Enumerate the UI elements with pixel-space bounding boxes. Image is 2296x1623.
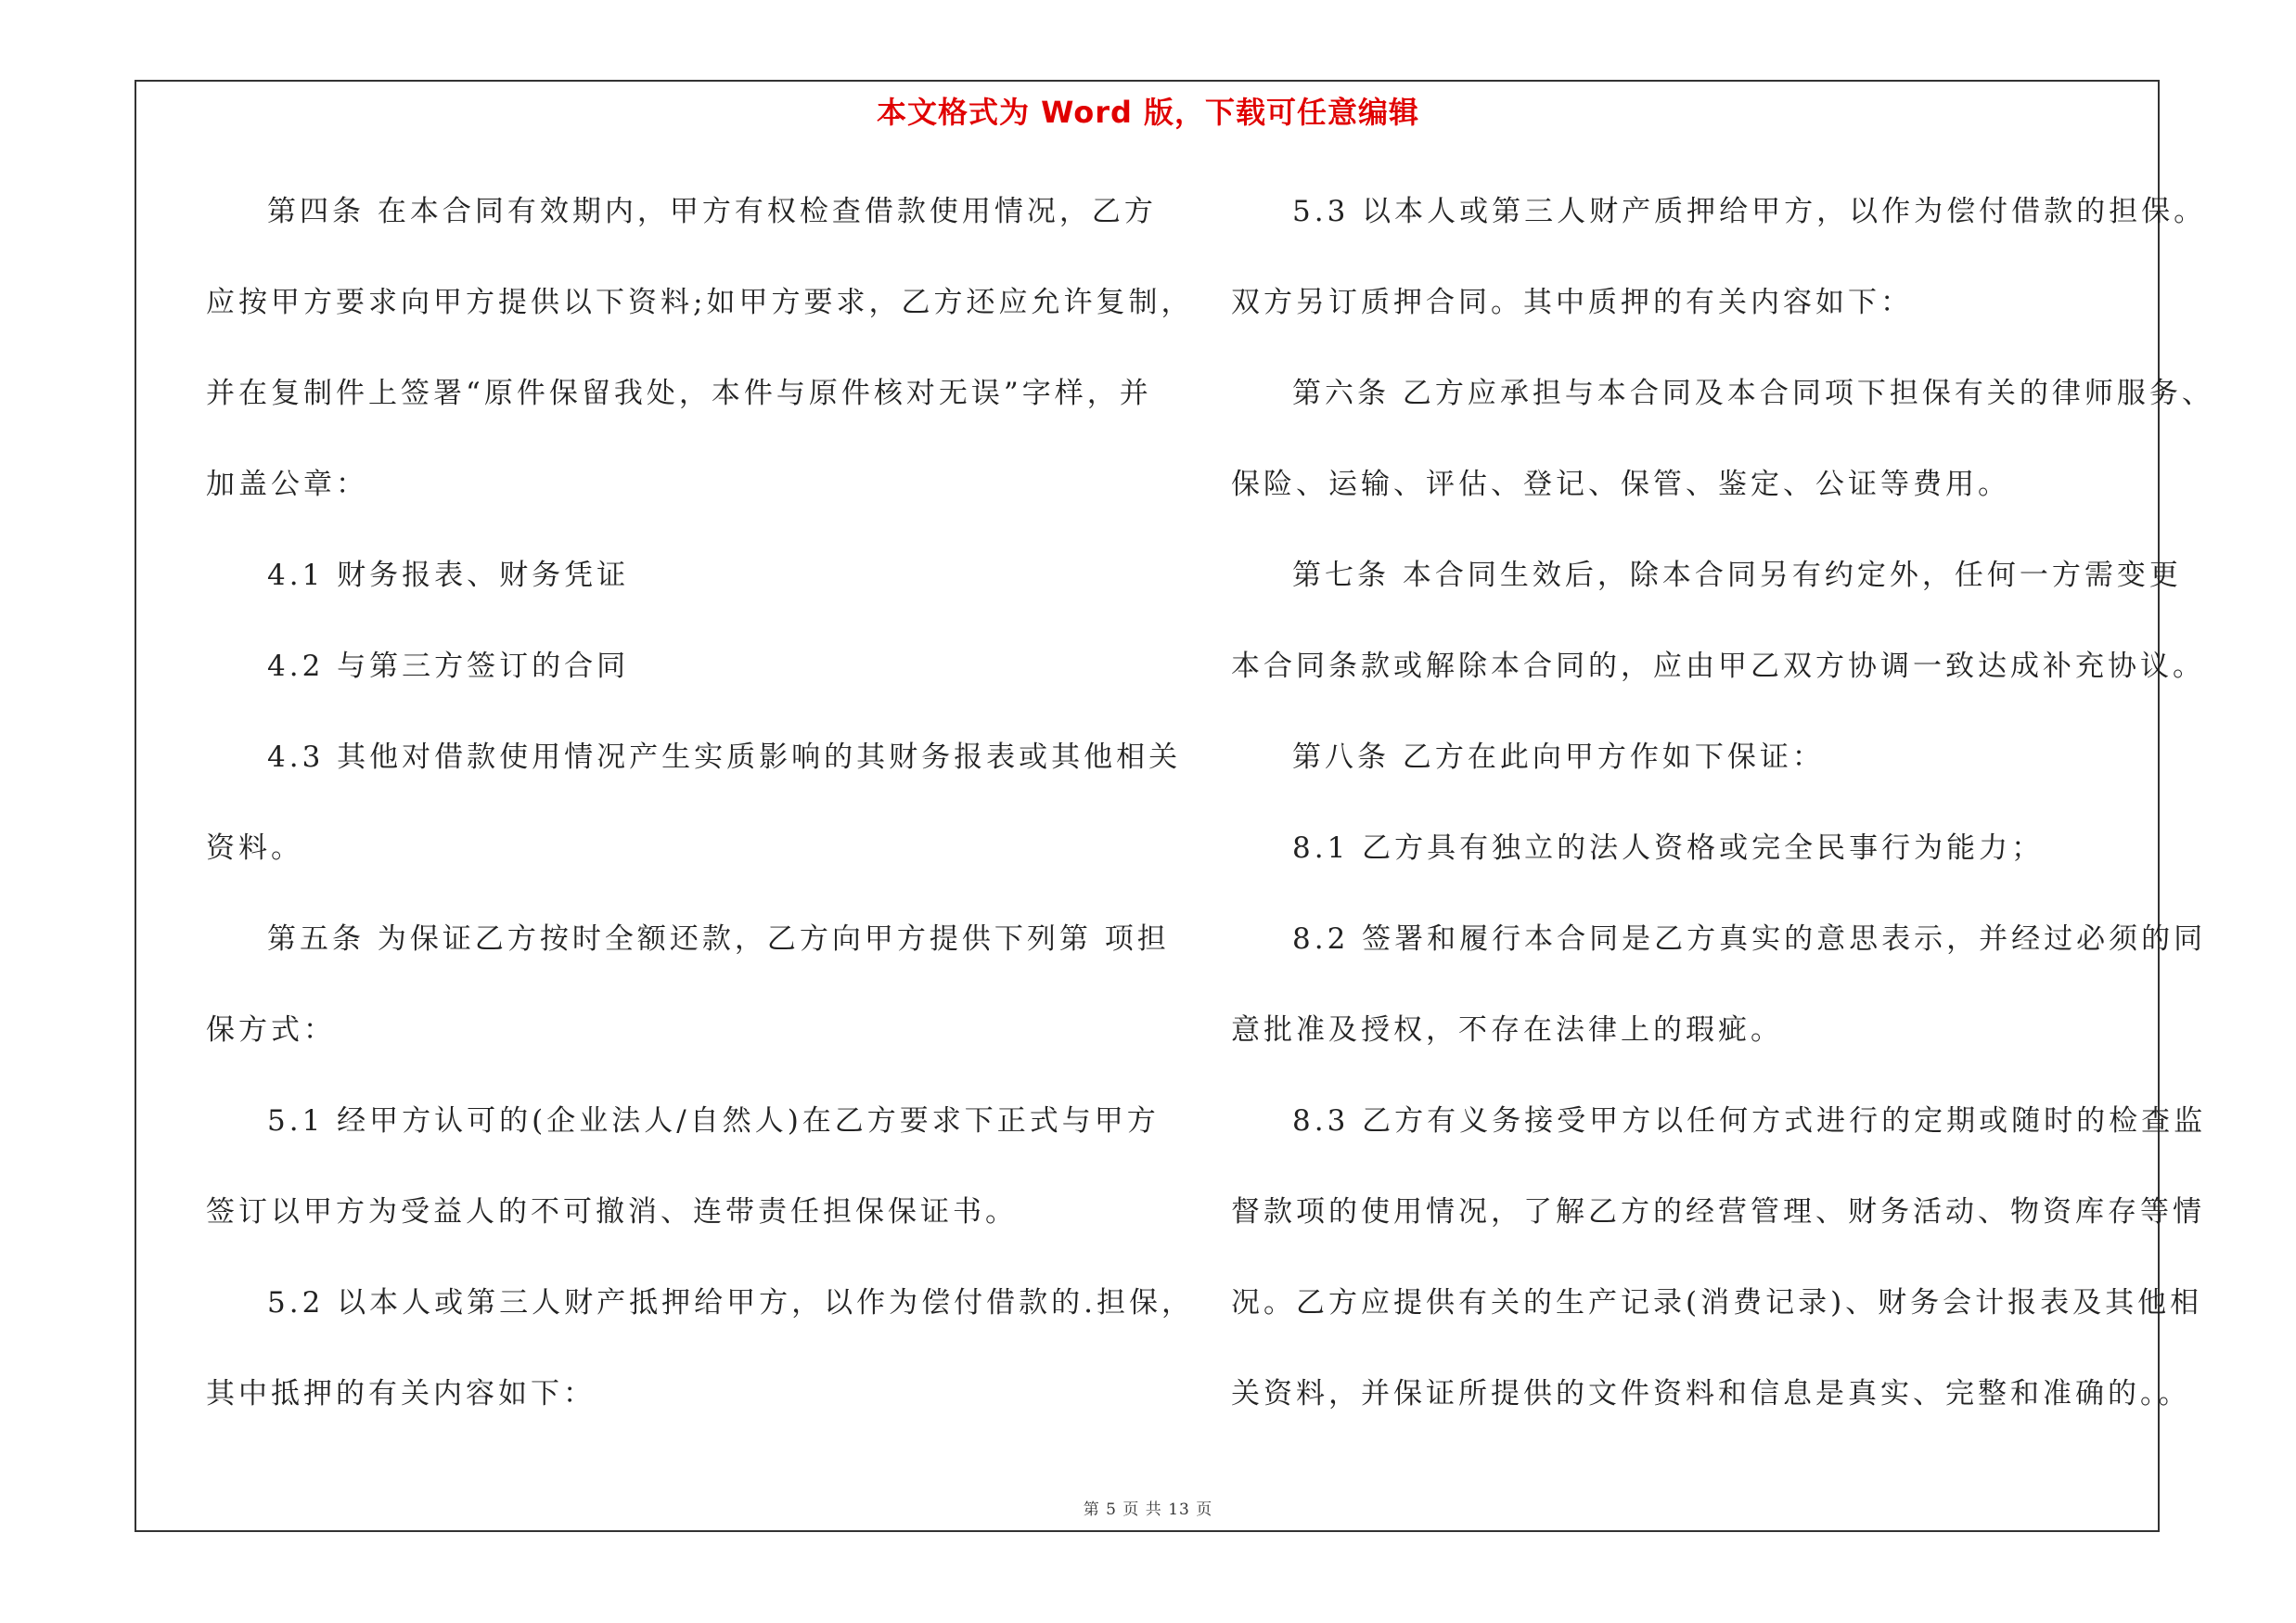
format-notice-banner: 本文格式为 Word 版，下载可任意编辑 bbox=[876, 95, 1420, 130]
text-line: 8.3 乙方有义务接受甲方以任何方式进行的定期或随时的检查监 bbox=[1292, 1104, 2207, 1138]
text-line: 督款项的使用情况，了解乙方的经营管理、财务活动、物资库存等情 bbox=[1231, 1195, 2205, 1229]
text-line: 意批准及授权，不存在法律上的瑕疵。 bbox=[1231, 1013, 1783, 1047]
text-line: 4.3 其他对借款使用情况产生实质影响的其财务报表或其他相关 bbox=[267, 741, 1182, 774]
text-line: 签订以甲方为受益人的不可撤消、连带责任担保保证书。 bbox=[206, 1195, 1018, 1229]
text-line: 况。乙方应提供有关的生产记录(消费记录)、财务会计报表及其他相 bbox=[1231, 1286, 2203, 1320]
text-line: 保方式： bbox=[206, 1013, 336, 1047]
text-line: 4.1 财务报表、财务凭证 bbox=[267, 559, 630, 592]
text-line: 应按甲方要求向甲方提供以下资料;如甲方要求，乙方还应允许复制， bbox=[206, 286, 1194, 319]
right-text-column bbox=[1231, 184, 2214, 1457]
left-text-column bbox=[206, 184, 1194, 1457]
text-line: 关资料，并保证所提供的文件资料和信息是真实、完整和准确的。。 bbox=[1231, 1377, 2191, 1410]
text-line: 5.1 经甲方认可的(企业法人/自然人)在乙方要求下正式与甲方 bbox=[267, 1104, 1160, 1138]
text-line: 第六条 乙方应承担与本合同及本合同项下担保有关的律师服务、 bbox=[1292, 377, 2214, 410]
text-line: 4.2 与第三方签订的合同 bbox=[267, 650, 630, 683]
page-number-footer: 第 5 页 共 13 页 bbox=[1083, 1501, 1213, 1519]
text-line: 5.2 以本人或第三人财产抵押给甲方，以作为偿付借款的.担保， bbox=[267, 1286, 1195, 1320]
text-line: 资料。 bbox=[206, 831, 303, 865]
text-line: 并在复制件上签署“原件保留我处，本件与原件核对无误”字样，并 bbox=[206, 377, 1152, 410]
text-line: 保险、运输、评估、登记、保管、鉴定、公证等费用。 bbox=[1231, 468, 2010, 501]
text-line: 第八条 乙方在此向甲方作如下保证： bbox=[1292, 741, 1825, 774]
text-line: 双方另订质押合同。其中质押的有关内容如下： bbox=[1231, 286, 1913, 319]
text-line: 第四条 在本合同有效期内，甲方有权检查借款使用情况，乙方 bbox=[267, 195, 1157, 228]
text-line: 其中抵押的有关内容如下： bbox=[206, 1377, 596, 1410]
text-line: 8.2 签署和履行本合同是乙方真实的意思表示，并经过必须的同 bbox=[1292, 922, 2207, 956]
text-line: 本合同条款或解除本合同的，应由甲乙双方协调一致达成补充协议。 bbox=[1231, 650, 2205, 683]
text-line: 第七条 本合同生效后，除本合同另有约定外，任何一方需变更 bbox=[1292, 559, 2182, 592]
text-line: 8.1 乙方具有独立的法人资格或完全民事行为能力； bbox=[1292, 831, 2045, 865]
text-line: 加盖公章： bbox=[206, 468, 368, 501]
text-line: 第五条 为保证乙方按时全额还款，乙方向甲方提供下列第 项担 bbox=[267, 922, 1170, 956]
text-line: 5.3 以本人或第三人财产质押给甲方，以作为偿付借款的担保。 bbox=[1292, 195, 2207, 228]
